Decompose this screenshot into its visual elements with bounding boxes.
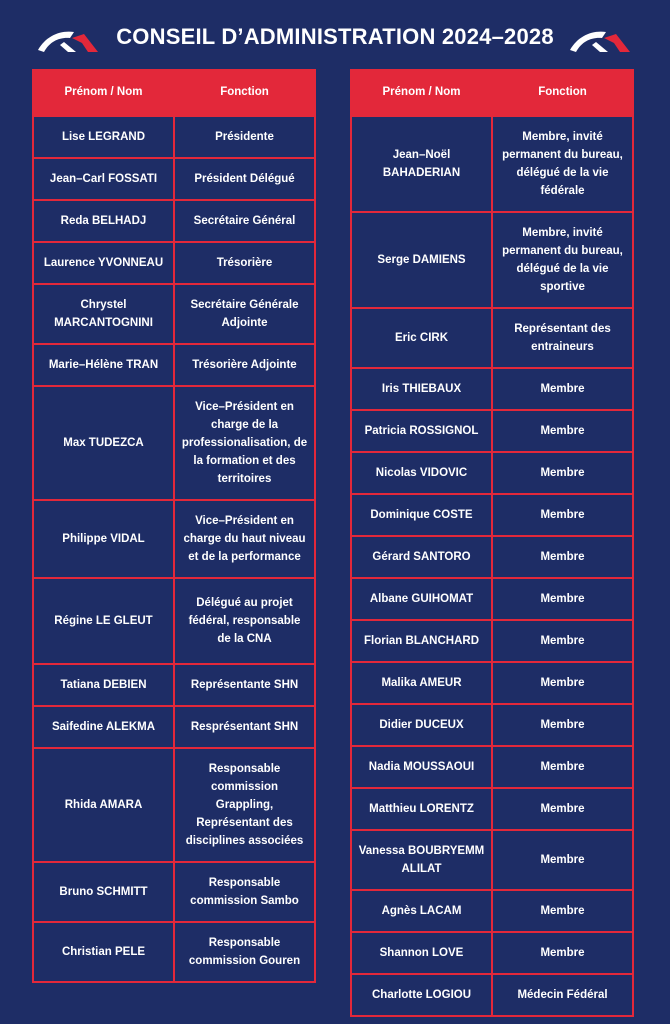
member-name: Laurence YVONNEAU [33,242,174,284]
table-row [351,932,633,974]
page-header [0,0,670,70]
column-header-name: Prénom / Nom [33,69,174,116]
table-row [33,922,315,982]
table-row [351,452,633,494]
table-row [33,344,315,386]
table-row [33,116,315,158]
column-header-role: Fonction [492,69,633,116]
table-row [33,284,315,344]
table-row [351,536,633,578]
member-name: Rhida AMARA [33,748,174,862]
member-role: Membre [492,368,633,410]
member-role: Membre, invité permanent du bureau, délégué de la vie sportive [492,212,633,308]
member-role: Secrétaire Général [174,200,315,242]
member-role: Membre [492,578,633,620]
member-role: Membre [492,932,633,974]
member-role: Membre [492,452,633,494]
member-name: Gérard SANTORO [351,536,492,578]
table-row [351,308,633,368]
table-row [351,704,633,746]
member-name: Serge DAMIENS [351,212,492,308]
table-row [33,242,315,284]
member-name: Eric CIRK [351,308,492,368]
member-name: Bruno SCHMITT [33,862,174,922]
member-role: Médecin Fédéral [492,974,633,1016]
table-row [351,494,633,536]
member-name: Nicolas VIDOVIC [351,452,492,494]
member-name: Chrystel MARCANTOGNINI [33,284,174,344]
member-name: Vanessa BOUBRYEMM ALILAT [351,830,492,890]
table-row [351,974,633,1016]
member-role: Resprésentant SHN [174,706,315,748]
table-row [351,830,633,890]
member-role: Représentant des entraineurs [492,308,633,368]
member-name: Charlotte LOGIOU [351,974,492,1016]
table-row [351,578,633,620]
member-role: Responsable commission Gouren [174,922,315,982]
table-row [351,410,633,452]
table-row [33,200,315,242]
member-role: Membre, invité permanent du bureau, délégué de la vie fédérale [492,116,633,212]
member-name: Lise LEGRAND [33,116,174,158]
member-name: Marie–Hélène TRAN [33,344,174,386]
member-name: Albane GUIHOMAT [351,578,492,620]
member-role: Membre [492,662,633,704]
member-name: Jean–Carl FOSSATI [33,158,174,200]
member-role: Trésorière [174,242,315,284]
member-name: Malika AMEUR [351,662,492,704]
member-name: Saifedine ALEKMA [33,706,174,748]
member-name: Jean–Noël BAHADERIAN [351,116,492,212]
table-row [351,116,633,212]
column-header-role: Fonction [174,69,315,116]
table-row [33,158,315,200]
table-row [351,620,633,662]
table-row [33,500,315,578]
member-role: Délégué au projet fédéral, responsable de la CNA [174,578,315,664]
member-name: Matthieu LORENTZ [351,788,492,830]
member-name: Philippe VIDAL [33,500,174,578]
member-name: Nadia MOUSSAOUI [351,746,492,788]
member-name: Patricia ROSSIGNOL [351,410,492,452]
table-row [351,746,633,788]
member-name: Didier DUCEUX [351,704,492,746]
member-role: Président Délégué [174,158,315,200]
member-name: Tatiana DEBIEN [33,664,174,706]
table-header-row [351,69,633,116]
member-name: Régine LE GLEUT [33,578,174,664]
table-row [33,664,315,706]
table-row [33,578,315,664]
member-role: Responsable commission Grappling, Représentant des disciplines associées [174,748,315,862]
board-table-right [350,69,634,1017]
member-role: Membre [492,410,633,452]
member-role: Secrétaire Générale Adjointe [174,284,315,344]
member-name: Florian BLANCHARD [351,620,492,662]
page-title: CONSEIL D’ADMINISTRATION 2024–2028 [116,24,554,49]
member-name: Christian PELE [33,922,174,982]
member-role: Trésorière Adjointe [174,344,315,386]
member-role: Représentante SHN [174,664,315,706]
member-name: Shannon LOVE [351,932,492,974]
table-row [351,662,633,704]
table-row [351,890,633,932]
board-table-left [32,69,316,983]
member-role: Responsable commission Sambo [174,862,315,922]
member-name: Reda BELHADJ [33,200,174,242]
member-role: Membre [492,494,633,536]
table-row [33,748,315,862]
column-header-name: Prénom / Nom [351,69,492,116]
member-role: Membre [492,620,633,662]
member-role: Vice–Président en charge de la professionalisation, de la formation et des territoires [174,386,315,500]
member-role: Vice–Président en charge du haut niveau et de la performance [174,500,315,578]
federation-logo-icon [36,28,100,56]
federation-logo-icon [568,28,632,56]
member-name: Iris THIEBAUX [351,368,492,410]
table-row [351,788,633,830]
table-row [33,386,315,500]
member-role: Membre [492,890,633,932]
member-role: Membre [492,536,633,578]
member-role: Présidente [174,116,315,158]
member-name: Dominique COSTE [351,494,492,536]
table-row [351,368,633,410]
member-role: Membre [492,746,633,788]
member-role: Membre [492,704,633,746]
member-role: Membre [492,830,633,890]
table-row [33,862,315,922]
member-name: Agnès LACAM [351,890,492,932]
table-row [351,212,633,308]
member-role: Membre [492,788,633,830]
table-row [33,706,315,748]
member-name: Max TUDEZCA [33,386,174,500]
table-header-row [33,69,315,116]
